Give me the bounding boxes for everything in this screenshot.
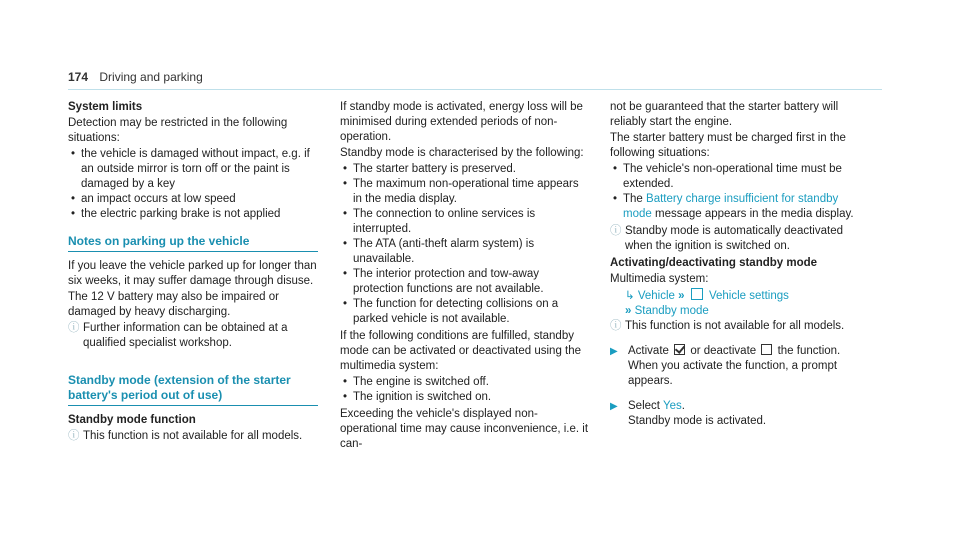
continued-paragraph: not be guaranteed that the starter battery will reliably start the engine.: [610, 101, 839, 128]
list-item: • The function for detecting collisions on a parked vehicle is not available.: [340, 297, 590, 327]
standby-paragraph-3: If the following conditions are fulfilled, standby mode can be activated or deactivated using the multimedia system:: [340, 330, 582, 372]
list-item: • an impact occurs at low speed: [68, 192, 318, 207]
header-rule: [68, 89, 882, 90]
section-title: Driving and parking: [99, 70, 203, 84]
list-item: [610, 192, 870, 222]
models-note-text: This function is not available for all models.: [625, 320, 845, 332]
info-icon: ⓘ: [610, 320, 622, 332]
list-item: • The connection to online services is interrupted.: [340, 207, 590, 237]
standby-characteristics-list: [340, 162, 590, 327]
action-2-line-2: Standby mode is activated.: [628, 415, 767, 427]
auto-deactivate-note: [610, 224, 870, 254]
checked-box-icon: [674, 344, 685, 355]
action-1-suffix: the function.: [777, 345, 841, 357]
yes-option: Yes: [662, 400, 682, 412]
parking-heading: Notes on parking up the vehicle: [68, 234, 318, 252]
page-header: [68, 70, 203, 84]
standby-paragraph-4: Exceeding the vehicle's displayed non-operational time may cause inconvenience, i.e. it can-: [340, 408, 589, 450]
path-standby-mode: Standby mode: [634, 305, 709, 317]
menu-path-line-2: [610, 304, 870, 319]
system-limits-list: [68, 147, 318, 222]
parking-note-text: Further information can be obtained at a qualified specialist workshop.: [83, 322, 288, 349]
list-item: • the electric parking brake is not applied: [68, 207, 318, 222]
standby-heading: Standby mode (extension of the starter battery's period out of use): [68, 373, 318, 406]
list-item-suffix: message appears in the media display.: [654, 208, 854, 220]
activate-heading: Activating/deactivating standby mode: [610, 257, 818, 269]
display-message: Battery charge insufficient for standby mode: [623, 193, 839, 220]
action-step-1: [610, 344, 870, 389]
info-icon: ⓘ: [610, 225, 622, 237]
conditions-list: [340, 375, 590, 405]
list-item: • The ATA (anti-theft alarm system) is unavailable.: [340, 237, 590, 267]
empty-box-icon: [761, 344, 772, 355]
system-limits-intro: Detection may be restricted in the following situations:: [68, 117, 288, 144]
column-1: [68, 100, 318, 444]
list-item: • the vehicle is damaged without impact, e.g. if an outside mirror is torn off or the paint is damaged by a key: [68, 147, 318, 192]
double-chevron-icon: »: [678, 290, 685, 302]
info-icon: ⓘ: [68, 430, 80, 442]
standby-function-heading: Standby mode function: [68, 414, 196, 426]
play-arrow-icon: ▶: [610, 401, 618, 412]
info-icon: ⓘ: [68, 322, 80, 334]
list-item: • The vehicle's non-operational time must be extended.: [610, 162, 870, 192]
system-limits-heading: System limits: [68, 101, 143, 113]
multimedia-label: Multimedia system:: [610, 273, 709, 285]
standby-paragraph-1: If standby mode is activated, energy loss will be minimised during extended periods of non-operation.: [340, 101, 583, 143]
parking-note: [68, 321, 318, 351]
list-item-prefix: The: [623, 193, 643, 205]
standby-function-note: [68, 429, 318, 444]
column-3: [610, 100, 870, 429]
path-vehicle-settings: Vehicle settings: [708, 290, 789, 302]
action-1-prefix: Activate: [628, 345, 669, 357]
column-2: [340, 100, 590, 453]
parking-paragraph-1: If you leave the vehicle parked up for longer than six weeks, it may suffer damage through disuse.: [68, 260, 317, 287]
vehicle-settings-icon: [691, 288, 703, 300]
standby-function-note-text: This function is not available for all models.: [83, 430, 303, 442]
models-note: [610, 319, 870, 334]
list-item: • The starter battery is preserved.: [340, 162, 590, 177]
page-number: 174: [68, 70, 89, 84]
standby-paragraph-2: Standby mode is characterised by the following:: [340, 147, 584, 159]
auto-deactivate-note-text: Standby mode is automatically deactivated when the ignition is switched on.: [625, 225, 843, 252]
list-item: • The engine is switched off.: [340, 375, 590, 390]
list-item: • The interior protection and tow-away protection functions are not available.: [340, 267, 590, 297]
menu-path: [610, 288, 870, 304]
return-arrow-icon: ↳: [625, 290, 635, 302]
action-2-prefix: Select: [628, 400, 660, 412]
charge-paragraph: The starter battery must be charged first in the following situations:: [610, 132, 846, 159]
path-vehicle: Vehicle: [637, 290, 675, 302]
action-step-2: ▶ Select Yes. Standby mode is activated.: [610, 400, 767, 427]
action-1-line-2: When you activate the function, a prompt appears.: [628, 360, 838, 387]
play-arrow-icon: ▶: [610, 346, 618, 357]
charge-situations-list: [610, 162, 870, 222]
parking-paragraph-2: The 12 V battery may also be impaired or damaged by heavy discharging.: [68, 291, 279, 318]
action-1-mid: or deactivate: [690, 345, 757, 357]
double-chevron-icon: »: [625, 305, 632, 317]
list-item: • The ignition is switched on.: [340, 390, 590, 405]
list-item: • The maximum non-operational time appears in the media display.: [340, 177, 590, 207]
